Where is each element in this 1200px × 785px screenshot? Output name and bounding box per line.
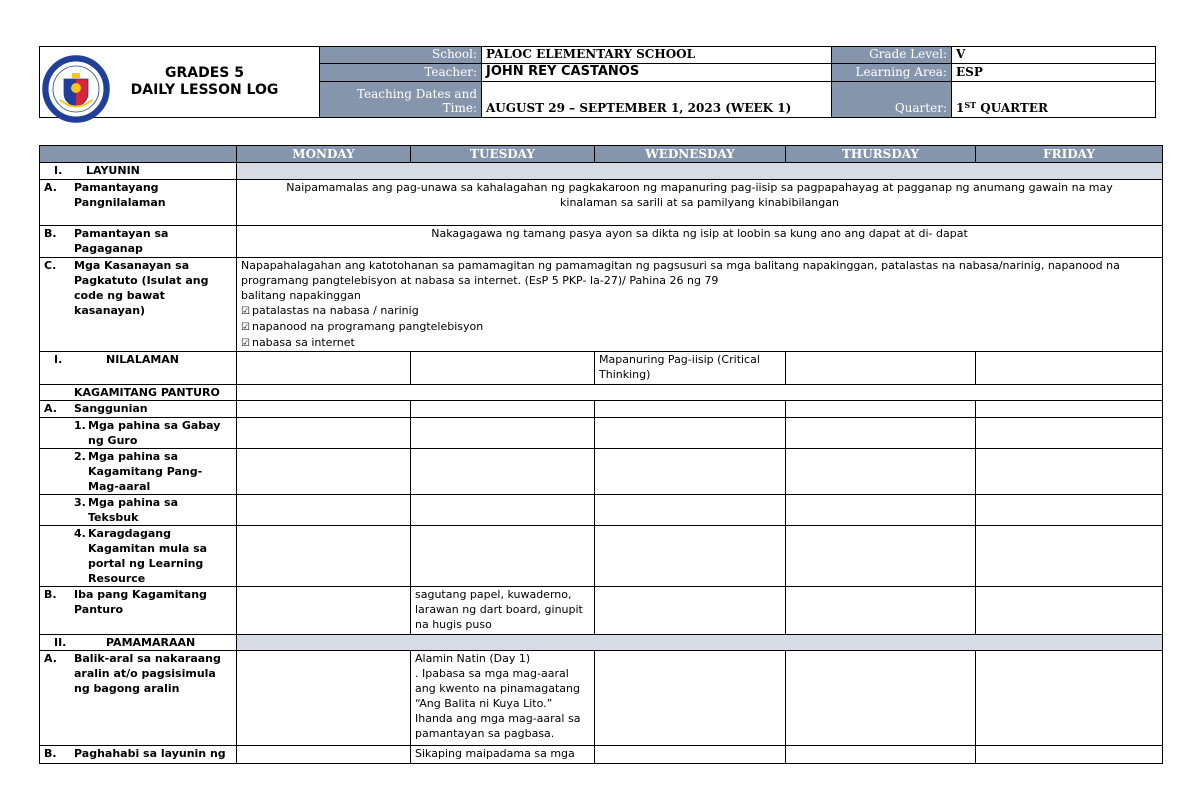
sanggunian-mon: [237, 401, 411, 418]
row-iba-pang: [40, 587, 1163, 635]
sanggunian-text: Sanggunian: [74, 402, 148, 415]
sanggunian-letter: A.: [44, 402, 57, 415]
teksbuk-text: Mga pahina sa Teksbuk: [88, 496, 179, 524]
karagdagang-label: [40, 526, 237, 587]
paghahabi-mon: [237, 746, 411, 764]
balik-aral-thu: [786, 651, 976, 746]
pangnilalaman-label: [40, 180, 237, 226]
layunin-label: [40, 163, 237, 180]
pangnilalaman-content: Naipamamalas ang pag-unawa sa kahalagahan ng pagkakaroon ng mapanuring pag-iisip sa pagpapahayag at pagganap ng anumang gawain na may kinalaman sa sarili at sa pamilyang kinabibilangan: [237, 180, 1163, 226]
kasanayan-line-1: Napapahalagahan ang katotohanan sa pamamagitan ng pamamagitan ng pagsusuri sa mga balitang napakinggan, patalastas na nabasa/narinig, napanood na programang pangtelebisyon at nabasa sa internet. (EsP 5 PKP- Ia-27)/ Pahina 26 ng 79: [241, 259, 1120, 287]
kagamitan-content: [237, 385, 1163, 401]
title-line-2: DAILY LESSON LOG: [130, 82, 279, 98]
iba-pang-text: Iba pang Kagamitang Panturo: [74, 588, 207, 616]
nilalaman-label: [40, 352, 237, 385]
checkbox-icon: ☑: [241, 322, 250, 333]
teksbuk-indent: [40, 495, 74, 525]
gabay-fri: [976, 418, 1163, 449]
karagdagang-tue: [411, 526, 595, 587]
kagamitan-number: [40, 385, 74, 400]
row-paghahabi: [40, 746, 1163, 764]
nilalaman-text: NILALAMAN: [106, 353, 180, 366]
kagamitan-label: [40, 385, 237, 401]
karagdagang-number: 4.: [74, 527, 86, 540]
gabay-text: Mga pahina sa Gabay ng Guro: [88, 419, 221, 447]
balik-aral-wed: [595, 651, 786, 746]
pamamaraan-number: II.: [54, 636, 67, 649]
paghahabi-wed: [595, 746, 786, 764]
row-teksbuk: [40, 495, 1163, 526]
day-header-row: [40, 146, 1163, 163]
teksbuk-tue: [411, 495, 595, 526]
dates-label-line-1: Teaching Dates and: [356, 87, 477, 101]
row-karagdagang: [40, 526, 1163, 587]
paghahabi-thu: [786, 746, 976, 764]
nilalaman-mon: [237, 352, 411, 385]
kasanayan-item-3-text: nabasa sa internet: [251, 336, 355, 349]
nilalaman-fri: [976, 352, 1163, 385]
karagdagang-fri: [976, 526, 1163, 587]
iba-pang-label: [40, 587, 237, 635]
teksbuk-fri: [976, 495, 1163, 526]
day-tuesday: TUESDAY: [411, 146, 595, 163]
paghahabi-label: [40, 746, 237, 764]
pagaganap-text: Pamantayan sa Pagaganap: [74, 227, 169, 255]
teksbuk-thu: [786, 495, 976, 526]
kasanayan-label: [40, 258, 237, 352]
nilalaman-tue: [411, 352, 595, 385]
pang-mag-aaral-wed: [595, 449, 786, 495]
gabay-indent: [40, 418, 74, 448]
karagdagang-mon: [237, 526, 411, 587]
balik-aral-tue-heading: Alamin Natin (Day 1): [415, 652, 531, 665]
teacher-value: JOHN REY CASTANOS: [482, 64, 832, 82]
gabay-tue: [411, 418, 595, 449]
karagdagang-wed: [595, 526, 786, 587]
gabay-number: 1.: [74, 419, 86, 432]
teksbuk-mon: [237, 495, 411, 526]
row-sanggunian: [40, 401, 1163, 418]
grade-value: V: [952, 47, 1156, 64]
dates-value: AUGUST 29 – SEPTEMBER 1, 2023 (WEEK 1): [482, 82, 832, 118]
dates-label: [320, 82, 482, 118]
teksbuk-wed: [595, 495, 786, 526]
pamamaraan-label: [40, 635, 237, 651]
grade-label: Grade Level:: [832, 47, 952, 64]
row-nilalaman: [40, 352, 1163, 385]
day-wednesday: WEDNESDAY: [595, 146, 786, 163]
kasanayan-item-3: [241, 335, 1158, 351]
layunin-row: [40, 163, 1163, 180]
kasanayan-item-1-text: patalastas na nabasa / narinig: [251, 304, 419, 317]
balik-aral-label: [40, 651, 237, 746]
quarter-word: QUARTER: [976, 101, 1048, 115]
school-label: School:: [320, 47, 482, 64]
quarter-number: 1: [956, 101, 965, 115]
sanggunian-wed: [595, 401, 786, 418]
area-label: Learning Area:: [832, 64, 952, 82]
day-friday: FRIDAY: [976, 146, 1163, 163]
karagdagang-text: Karagdagang Kagamitan mula sa portal ng Learning Resource: [88, 527, 208, 585]
paghahabi-text: Paghahabi sa layunin ng: [74, 747, 226, 760]
row-gabay: [40, 418, 1163, 449]
paghahabi-letter: B.: [44, 747, 57, 760]
sanggunian-label: [40, 401, 237, 418]
sanggunian-tue: [411, 401, 595, 418]
day-monday: MONDAY: [237, 146, 411, 163]
pamamaraan-text: PAMAMARAAN: [106, 636, 196, 649]
iba-pang-fri: [976, 587, 1163, 635]
deped-seal-icon: [42, 55, 110, 123]
layunin-number: I.: [54, 164, 63, 177]
kasanayan-text: Mga Kasanayan sa Pagkatuto (Isulat ang code ng bawat kasanayan): [74, 259, 209, 317]
nilalaman-thu: [786, 352, 976, 385]
checkbox-icon: ☑: [241, 338, 250, 349]
pamamaraan-shade: [237, 635, 1163, 651]
iba-pang-tue: sagutang papel, kuwaderno, larawan ng dart board, ginupit na hugis puso: [411, 587, 595, 635]
title-block: [40, 47, 320, 118]
pang-mag-aaral-indent: [40, 449, 74, 494]
pang-mag-aaral-fri: [976, 449, 1163, 495]
pagaganap-label: [40, 226, 237, 258]
pangnilalaman-text: Pamantayang Pangnilalaman: [74, 181, 166, 209]
title-line-1: GRADES 5: [165, 65, 244, 81]
row-kasanayan: [40, 258, 1163, 352]
checkbox-icon: ☑: [241, 306, 250, 317]
iba-pang-wed: [595, 587, 786, 635]
pang-mag-aaral-text: Mga pahina sa Kagamitang Pang-Mag-aaral: [88, 450, 203, 493]
kasanayan-item-1: [241, 303, 1158, 319]
balik-aral-tue: [411, 651, 595, 746]
sanggunian-fri: [976, 401, 1163, 418]
area-value: ESP: [952, 64, 1156, 82]
dates-label-line-2: Time:: [442, 101, 477, 115]
gabay-label: [40, 418, 237, 449]
layunin-text: LAYUNIN: [86, 164, 140, 177]
balik-aral-mon: [237, 651, 411, 746]
balik-aral-fri: [976, 651, 1163, 746]
gabay-thu: [786, 418, 976, 449]
teksbuk-label: [40, 495, 237, 526]
row-pang-mag-aaral: [40, 449, 1163, 495]
karagdagang-thu: [786, 526, 976, 587]
school-value: PALOC ELEMENTARY SCHOOL: [482, 47, 832, 64]
kasanayan-item-2: [241, 319, 1158, 335]
balik-aral-letter: A.: [44, 652, 57, 665]
paghahabi-fri: [976, 746, 1163, 764]
quarter-suffix: ST: [964, 100, 977, 110]
pang-mag-aaral-mon: [237, 449, 411, 495]
pagaganap-content: Nakagagawa ng tamang pasya ayon sa dikta ng isip at loobin sa kung ano ang dapat at di- dapat: [237, 226, 1163, 258]
kasanayan-content: [237, 258, 1163, 352]
pang-mag-aaral-number: 2.: [74, 450, 86, 463]
nilalaman-number: I.: [54, 353, 63, 366]
quarter-label: Quarter:: [832, 82, 952, 118]
row-pagaganap: [40, 226, 1163, 258]
quarter-value: [952, 82, 1156, 118]
kagamitan-text: KAGAMITANG PANTURO: [74, 386, 220, 399]
gabay-mon: [237, 418, 411, 449]
iba-pang-mon: [237, 587, 411, 635]
balik-aral-tue-body: . Ipabasa sa mga mag-aaral ang kwento na pinamagatang “Ang Balita ni Kuya Lito.” Ihanda ang mga mag-aaral sa pamantayan sa pagbasa.: [415, 667, 581, 740]
karagdagang-indent: [40, 526, 74, 586]
teksbuk-number: 3.: [74, 496, 86, 509]
nilalaman-wed: Mapanuring Pag-iisip (Critical Thinking): [595, 352, 786, 385]
kasanayan-line-2: balitang napakinggan: [241, 289, 361, 302]
header-table: [39, 46, 1156, 118]
day-header-blank: [40, 146, 237, 163]
row-pamamaraan: [40, 635, 1163, 651]
row-pangnilalaman: [40, 180, 1163, 226]
kasanayan-letter: C.: [44, 259, 57, 272]
gabay-wed: [595, 418, 786, 449]
balik-aral-text: Balik-aral sa nakaraang aralin at/o pagsisimula ng bagong aralin: [74, 652, 221, 695]
layunin-shade: [237, 163, 1163, 180]
sanggunian-thu: [786, 401, 976, 418]
kasanayan-item-2-text: napanood na programang pangtelebisyon: [251, 320, 484, 333]
iba-pang-thu: [786, 587, 976, 635]
pang-mag-aaral-label: [40, 449, 237, 495]
pangnilalaman-letter: A.: [44, 181, 57, 194]
pang-mag-aaral-thu: [786, 449, 976, 495]
pang-mag-aaral-tue: [411, 449, 595, 495]
row-balik-aral: [40, 651, 1163, 746]
teacher-label: Teacher:: [320, 64, 482, 82]
day-thursday: THURSDAY: [786, 146, 976, 163]
row-kagamitan: [40, 385, 1163, 401]
lesson-log-table: [39, 145, 1163, 764]
iba-pang-letter: B.: [44, 588, 57, 601]
pagaganap-letter: B.: [44, 227, 57, 240]
paghahabi-tue: Sikaping maipadama sa mga: [411, 746, 595, 764]
